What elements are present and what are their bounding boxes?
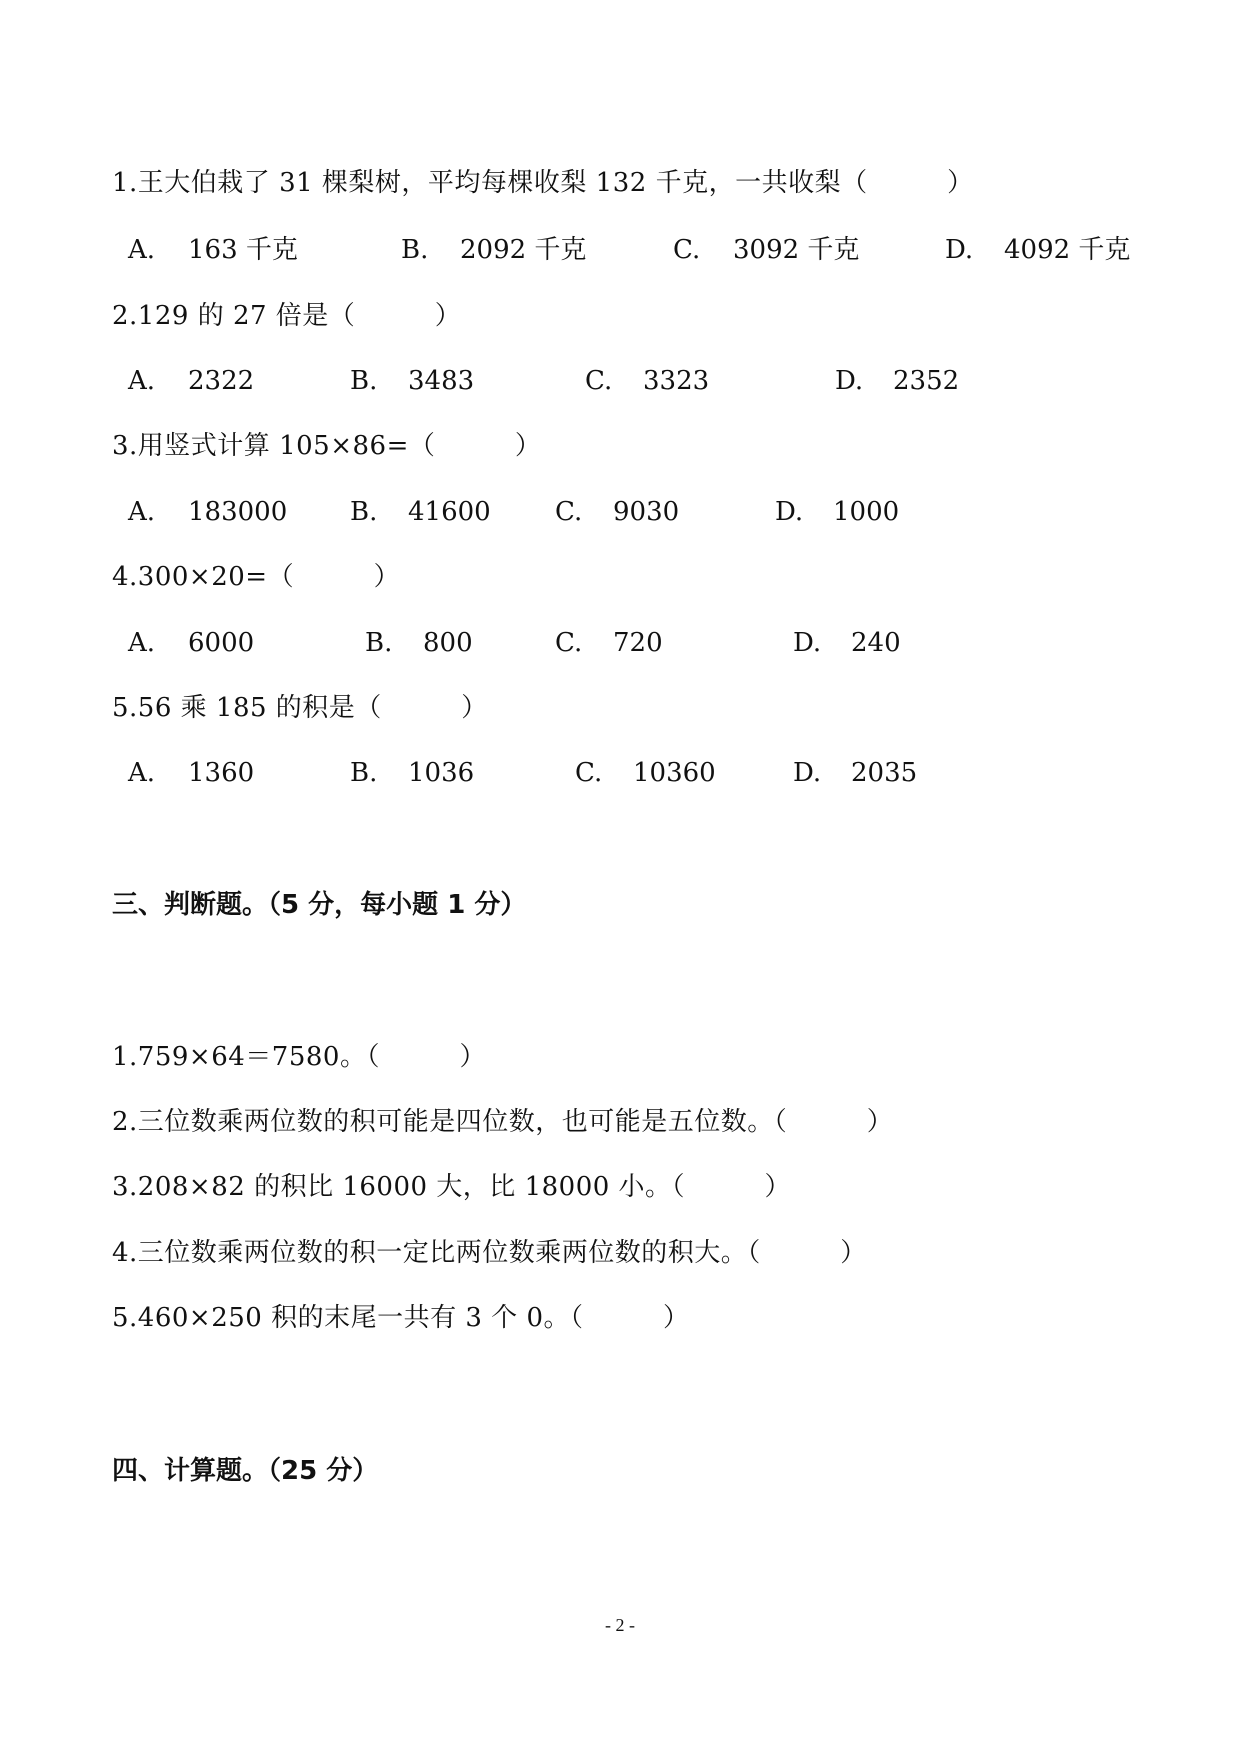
question-3-text: 3.用竖式计算 105×86=（ ）: [112, 431, 542, 461]
option-c-letter: C.: [555, 628, 583, 658]
option-d-value: 2352: [893, 366, 960, 396]
option-b-letter: B.: [401, 235, 429, 265]
option-a-value: 2322: [188, 366, 255, 396]
option-c-value: 720: [613, 628, 663, 658]
option-a-value: 6000: [188, 628, 255, 658]
judgment-item-2: 2.三位数乘两位数的积可能是四位数，也可能是五位数。（ ）: [112, 1107, 894, 1137]
question-4-text: 4.300×20=（ ）: [112, 562, 401, 592]
option-a-letter: A.: [128, 366, 156, 396]
judgment-item-3: 3.208×82 的积比 16000 大，比 18000 小。（ ）: [112, 1172, 792, 1202]
option-d-value: 4092 千克: [1004, 235, 1131, 265]
option-b-value: 1036: [408, 758, 475, 788]
option-a-value: 1360: [188, 758, 255, 788]
option-d-letter: D.: [793, 758, 822, 788]
page-number: - 2 -: [605, 1615, 635, 1635]
option-c-letter: C.: [585, 366, 613, 396]
option-a-letter: A.: [128, 497, 156, 527]
option-c-value: 3323: [643, 366, 710, 396]
option-d-letter: D.: [835, 366, 864, 396]
section-4-heading: 四、计算题。（25 分）: [112, 1456, 379, 1486]
option-b-value: 3483: [408, 366, 475, 396]
option-a-letter: A.: [128, 758, 156, 788]
option-a-value: 163 千克: [188, 235, 298, 265]
option-d-letter: D.: [945, 235, 974, 265]
option-b-letter: B.: [365, 628, 393, 658]
question-1-text: 1.王大伯栽了 31 棵梨树，平均每棵收梨 132 千克，一共收梨（ ）: [112, 168, 974, 198]
option-b-letter: B.: [350, 497, 378, 527]
option-c-letter: C.: [575, 758, 603, 788]
option-a-value: 183000: [188, 497, 288, 527]
option-d-value: 2035: [851, 758, 918, 788]
judgment-item-1: 1.759×64＝7580。（ ）: [112, 1042, 486, 1072]
section-3-heading: 三、判断题。（5 分，每小题 1 分）: [112, 890, 527, 920]
option-b-value: 41600: [408, 497, 491, 527]
judgment-item-5: 5.460×250 积的末尾一共有 3 个 0。（ ）: [112, 1303, 690, 1333]
option-d-letter: D.: [793, 628, 822, 658]
option-d-value: 240: [851, 628, 901, 658]
option-c-value: 9030: [613, 497, 680, 527]
option-b-value: 800: [423, 628, 473, 658]
option-c-value: 10360: [633, 758, 716, 788]
option-c-value: 3092 千克: [733, 235, 860, 265]
judgment-item-4: 4.三位数乘两位数的积一定比两位数乘两位数的积大。（ ）: [112, 1238, 867, 1268]
option-c-letter: C.: [555, 497, 583, 527]
option-b-letter: B.: [350, 366, 378, 396]
option-b-letter: B.: [350, 758, 378, 788]
option-d-value: 1000: [833, 497, 900, 527]
question-2-text: 2.129 的 27 倍是（ ）: [112, 301, 462, 331]
option-d-letter: D.: [775, 497, 804, 527]
option-a-letter: A.: [128, 628, 156, 658]
option-a-letter: A.: [128, 235, 156, 265]
question-5-text: 5.56 乘 185 的积是（ ）: [112, 693, 488, 723]
option-b-value: 2092 千克: [460, 235, 587, 265]
option-c-letter: C.: [673, 235, 701, 265]
